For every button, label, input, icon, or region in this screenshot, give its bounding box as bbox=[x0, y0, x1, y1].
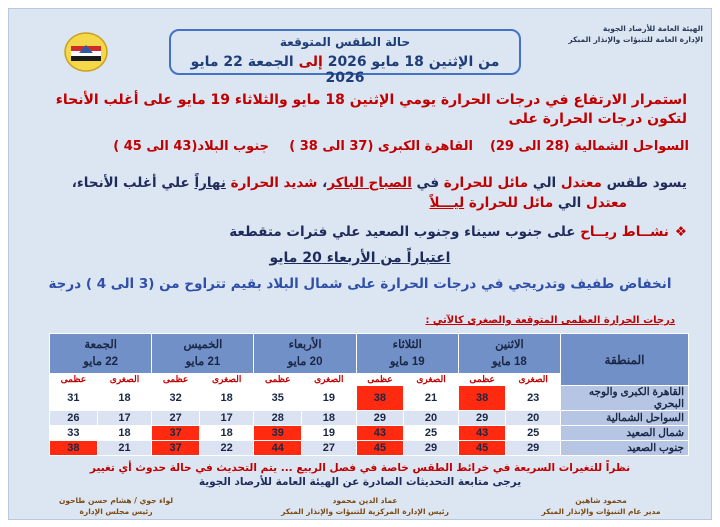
day-header: الخميس 21 مايو bbox=[152, 334, 254, 374]
max-temp-cell: 33 bbox=[50, 426, 98, 441]
region-cell: جنوب الصعيد bbox=[561, 441, 689, 456]
min-temp-cell: 29 bbox=[404, 441, 459, 456]
headline-line1: استمرار الارتفاع في درجات الحرارة يومي الإثنين 18 مايو والثلاثاء 19 مايو على أغلب الأنحاء bbox=[55, 92, 687, 108]
page-title: حالة الطقس المتوقعة bbox=[279, 35, 411, 49]
min-temp-cell: 29 bbox=[506, 441, 561, 456]
from-wednesday: اعتباراً من الأربعاء 20 مايو bbox=[269, 250, 451, 266]
min-temp-cell: 22 bbox=[199, 441, 254, 456]
max-temp-cell: 38 bbox=[356, 386, 404, 411]
headline-line2: لتكون درجات الحرارة على bbox=[508, 111, 687, 127]
min-temp-cell: 17 bbox=[97, 411, 152, 426]
min-temp-cell: 18 bbox=[199, 426, 254, 441]
org-name: الهيئة العامة للأرصاد الجوية bbox=[602, 24, 703, 33]
min-temp-cell: 19 bbox=[302, 426, 357, 441]
min-temp-cell: 18 bbox=[97, 386, 152, 411]
bullet-icon: ❖ bbox=[674, 224, 687, 240]
min-label: الصغرى bbox=[97, 374, 152, 386]
wind-note bbox=[229, 224, 687, 240]
max-label: عظمى bbox=[458, 374, 506, 386]
max-temp-cell: 32 bbox=[152, 386, 200, 411]
min-temp-cell: 21 bbox=[404, 386, 459, 411]
min-label: الصغرى bbox=[506, 374, 561, 386]
signature-name: محمود شاهين bbox=[575, 496, 627, 505]
wind-label: نشــاط ريــاح bbox=[580, 224, 669, 240]
region-cairo: القاهرة الكبرى (37 الى 38 ) bbox=[289, 139, 473, 154]
max-temp-cell: 45 bbox=[458, 441, 506, 456]
max-label: عظمى bbox=[356, 374, 404, 386]
notes-line2: يرجى متابعة التحديثات الصادرة عن الهيئة العامة للأرصاد الجوية bbox=[198, 476, 522, 488]
max-temp-cell: 37 bbox=[152, 441, 200, 456]
notes-line1: نظراً للتغيرات السريعة في خرائط الطقس خاصة في فصل الربيع ... يتم التحديث في حالة حدوث أي تغيير bbox=[89, 462, 631, 474]
signature-name: لواء جوي / هشام حسن طاحون bbox=[58, 496, 174, 505]
max-temp-cell: 37 bbox=[152, 426, 200, 441]
table-body bbox=[50, 386, 689, 456]
min-temp-cell: 19 bbox=[302, 386, 357, 411]
max-temp-cell: 44 bbox=[254, 441, 302, 456]
region-cell: السواحل الشمالية bbox=[561, 411, 689, 426]
min-temp-cell: 20 bbox=[506, 411, 561, 426]
max-temp-cell: 38 bbox=[458, 386, 506, 411]
emblem-icon bbox=[63, 31, 109, 73]
date-end: الجمعة 22 مايو 2026 bbox=[190, 54, 365, 86]
max-temp-cell: 26 bbox=[50, 411, 98, 426]
signature-block bbox=[265, 495, 465, 517]
min-temp-cell: 18 bbox=[97, 426, 152, 441]
day-header: الثلاثاء 19 مايو bbox=[356, 334, 458, 374]
max-temp-cell: 27 bbox=[152, 411, 200, 426]
table-row bbox=[50, 411, 689, 426]
max-temp-cell: 43 bbox=[458, 426, 506, 441]
signature-title: رئيس الإدارة المركزية للتنبؤات والإنذار المبكر bbox=[281, 507, 449, 516]
wind-text: على جنوب سيناء وجنوب الصعيد علي فترات متقطعة bbox=[229, 224, 581, 240]
title-box bbox=[169, 29, 521, 86]
signature-title: رئيس مجلس الإدارة bbox=[79, 507, 153, 516]
table-row bbox=[50, 386, 689, 411]
max-temp-cell: 29 bbox=[356, 411, 404, 426]
max-temp-cell: 28 bbox=[254, 411, 302, 426]
max-temp-cell: 43 bbox=[356, 426, 404, 441]
signature-title: مدير عام التنبؤات والإنذار المبكر bbox=[541, 507, 661, 516]
date-start: من الإثنين 18 مايو 2026 bbox=[327, 54, 500, 70]
region-ranges bbox=[89, 139, 689, 157]
temperature-table bbox=[49, 333, 689, 456]
min-temp-cell: 18 bbox=[199, 386, 254, 411]
region-south: جنوب البلاد(43 الى 45 ) bbox=[113, 139, 269, 154]
region-cell: شمال الصعيد bbox=[561, 426, 689, 441]
min-label: الصغرى bbox=[404, 374, 459, 386]
max-temp-cell: 35 bbox=[254, 386, 302, 411]
day-header: الجمعة 22 مايو bbox=[50, 334, 152, 374]
signature-block bbox=[41, 495, 191, 517]
table-row bbox=[50, 441, 689, 456]
region-column-header: المنطقة bbox=[561, 334, 689, 386]
signature-name: عماد الدين محمود bbox=[332, 496, 398, 505]
min-temp-cell: 21 bbox=[97, 441, 152, 456]
min-temp-cell: 18 bbox=[302, 411, 357, 426]
max-label: عظمى bbox=[152, 374, 200, 386]
min-temp-cell: 17 bbox=[199, 411, 254, 426]
region-north-coast: السواحل الشمالية (28 الى 29) bbox=[489, 139, 689, 154]
max-label: عظمى bbox=[50, 374, 98, 386]
temperature-drop: انخفاض طفيف وتدريجي في درجات الحرارة على شمال البلاد بقيم تتراوح من (3 الى 4 ) درجة bbox=[48, 276, 672, 292]
table-caption: درجات الحرارة العظمى المتوقعة والصغرى كالآتي : bbox=[425, 315, 675, 326]
min-temp-cell: 27 bbox=[302, 441, 357, 456]
table-row bbox=[50, 426, 689, 441]
day-header: الأربعاء 20 مايو bbox=[254, 334, 356, 374]
date-range bbox=[171, 54, 519, 86]
signature-block bbox=[511, 495, 691, 517]
region-cell: القاهرة الكبرى والوجه البحري bbox=[561, 386, 689, 411]
max-temp-cell: 29 bbox=[458, 411, 506, 426]
org-header bbox=[547, 23, 703, 45]
weather-description: يسود طقس معتدل الي مائل للحرارة في الصباح الباكر، شديد الحرارة نهاراً علي أغلب الأنحاء، معتدل الي مائل للحرارة ليـــلاً bbox=[71, 175, 687, 211]
min-label: الصغرى bbox=[199, 374, 254, 386]
forecast-page bbox=[8, 8, 712, 520]
org-department: الإدارة العامة للتنبؤات والإنذار المبكر bbox=[568, 35, 703, 44]
max-temp-cell: 38 bbox=[50, 441, 98, 456]
notes bbox=[9, 461, 711, 489]
min-temp-cell: 23 bbox=[506, 386, 561, 411]
min-label: الصغرى bbox=[302, 374, 357, 386]
max-temp-cell: 39 bbox=[254, 426, 302, 441]
max-temp-cell: 45 bbox=[356, 441, 404, 456]
min-temp-cell: 25 bbox=[506, 426, 561, 441]
headline bbox=[47, 91, 687, 129]
date-to: إلى bbox=[298, 54, 323, 70]
day-header: الاثنين 18 مايو bbox=[458, 334, 560, 374]
min-temp-cell: 20 bbox=[404, 411, 459, 426]
max-temp-cell: 31 bbox=[50, 386, 98, 411]
max-label: عظمى bbox=[254, 374, 302, 386]
min-temp-cell: 25 bbox=[404, 426, 459, 441]
